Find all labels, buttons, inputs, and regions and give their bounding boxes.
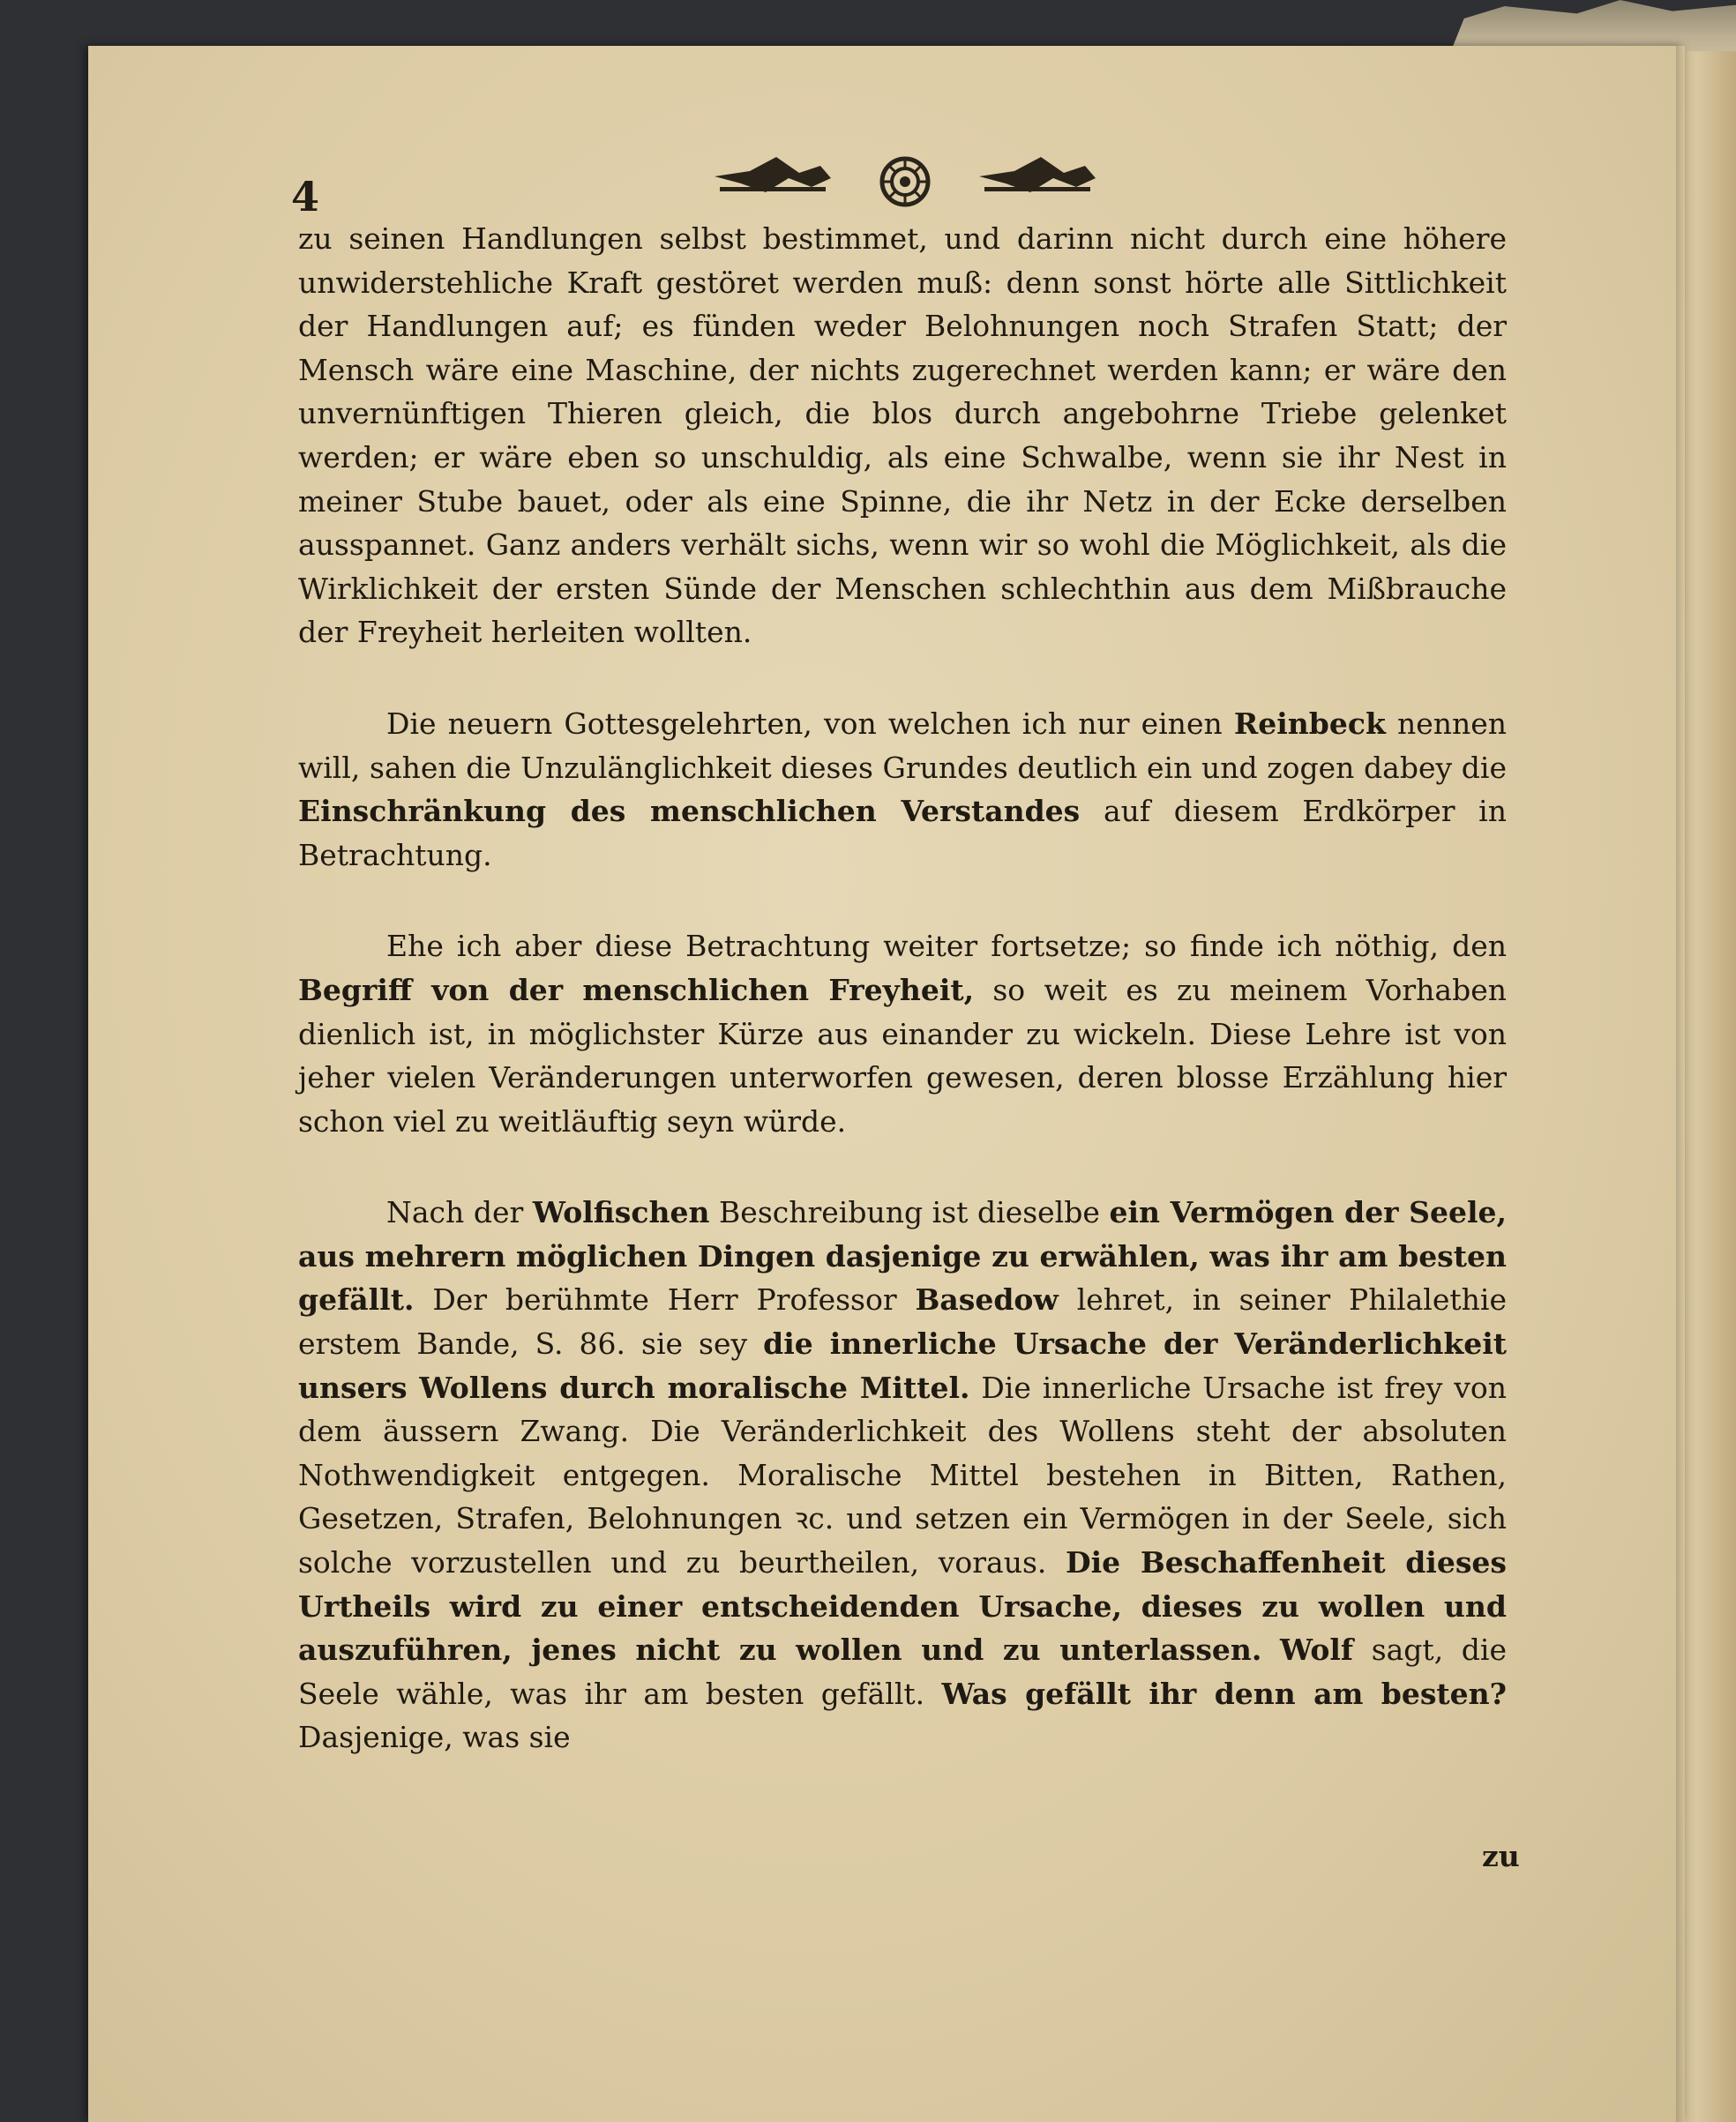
fleuron-ornament-icon <box>715 157 831 192</box>
fleuron-ornament-icon <box>979 157 1096 192</box>
emphasis-einschraenkung: Einschränkung des menschlichen Verstandes <box>298 794 1081 829</box>
facing-page-edge <box>1676 51 1736 2122</box>
header-ornament <box>715 152 1103 213</box>
paragraph-4: Nach der Wolfischen Beschreibung ist dieselbe ein Vermögen der Seele, aus mehrern möglichen Dingen dasjenige zu erwählen, was ihr am besten gefällt. Der berühmte Herr Professor Basedow lehret, in seiner Philalethie erstem Bande, S. 86. sie sey die innerliche Ursache der Veränderlichkeit unsers Wollens durch moralische Mittel. Die innerliche Ursache ist frey von dem äussern Zwang. Die Veränderlichkeit des Wollens steht der absoluten Nothwendigkeit entgegen. Moralische Mittel bestehen in Bitten, Rathen, Gesetzen, Strafen, Belohnungen ꝛc. und setzen ein Vermögen in der Seele, sich solche vorzustellen und zu beurtheilen, voraus. Die Beschaffenheit dieses Urtheils wird zu einer entscheidenden Ursache, dieses zu wollen und auszuführen, jenes nicht zu wollen und zu unterlassen. Wolf sagt, die Seele wähle, was ihr am besten gefällt. Was gefällt ihr denn am besten? Dasjenige, was sie <box>298 1195 1508 1755</box>
page-number: 4 <box>291 173 320 220</box>
emphasis-reinbeck: Reinbeck <box>1233 706 1386 741</box>
emphasis-wolf: Wolf <box>1279 1633 1354 1668</box>
paragraph-2: Die neuern Gottesgelehrten, von welchen ich nur einen Reinbeck nennen will, sahen die Unzulänglichkeit dieses Grundes deutlich ein und zogen dabey die Einschränkung des menschlichen Verstandes auf diesem Erdkörper in Betrachtung. <box>298 706 1508 872</box>
paragraph-3: Ehe ich aber diese Betrachtung weiter fortsetze; so finde ich nöthig, den Begriff von der menschlichen Freyheit, so weit es zu meinem Vorhaben dienlich ist, in möglichster Kürze aus einander zu wickeln. Diese Lehre ist von jeher vielen Veränderungen unterworfen gewesen, deren blosse Erzählung hier schon viel zu weitläuftig seyn würde. <box>298 929 1507 1139</box>
emphasis-definition: ein Vermögen der Seele, aus mehrern möglichen Dingen dasjenige zu erwählen, was ihr am besten gefällt. <box>298 1195 1507 1318</box>
body-text <box>298 217 1507 1760</box>
emphasis-basedow: Basedow <box>915 1282 1059 1318</box>
emphasis-ursache: die innerliche Ursache der Veränderlichkeit unsers Wollens durch moralische Mittel. <box>298 1326 1507 1405</box>
rosette-ornament-icon <box>882 159 928 205</box>
emphasis-beschaffenheit: Die Beschaffenheit dieses Urtheils wird zu einer entscheidenden Ursache, dieses zu wollen und auszuführen, jenes nicht zu wollen und zu unterlassen. <box>298 1545 1507 1668</box>
catchword: zu <box>1482 1839 1520 1873</box>
emphasis-question: Was gefällt ihr denn am besten? <box>941 1676 1508 1711</box>
emphasis-wolfischen: Wolfischen <box>532 1195 710 1230</box>
emphasis-begriff: Begriff von der menschlichen Freyheit, <box>298 972 975 1007</box>
paragraph-1: zu seinen Handlungen selbst bestimmet, und darinn nicht durch eine höhere unwiderstehliche Kraft gestöret werden muß: denn sonst hörte alle Sittlichkeit der Handlungen auf; es fünden weder Belohnungen noch Strafen Statt; der Mensch wäre eine Maschine, der nichts zugerechnet werden kann; er wäre den unvernünftigen Thieren gleich, die blos durch angebohrne Triebe gelenket werden; er wäre eben so unschuldig, als eine Schwalbe, wenn sie ihr Nest in meiner Stube bauet, oder als eine Spinne, die ihr Netz in der Ecke derselben ausspannet. Ganz anders verhält sichs, wenn wir so wohl die Möglichkeit, als die Wirklichkeit der ersten Sünde der Menschen schlechthin aus dem Mißbrauche der Freyheit herleiten wollten. <box>298 221 1507 650</box>
